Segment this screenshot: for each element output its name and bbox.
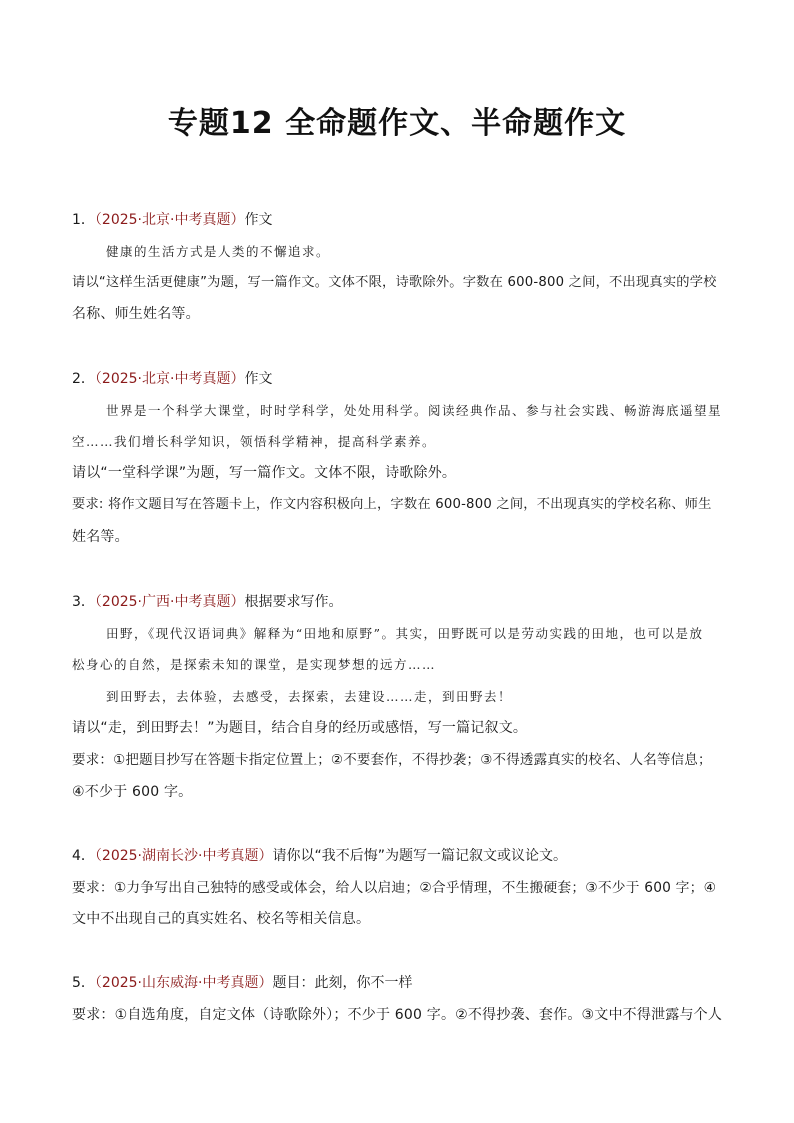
question-1-body-line: 名称、师生姓名等。 (72, 306, 200, 322)
question-number: 3． (72, 594, 95, 610)
question-3-header (72, 593, 342, 611)
question-source: （2025·北京·中考真题） (94, 212, 245, 228)
question-3-body-line: 要求：①把题目抄写在答题卡指定位置上；②不要套作，不得抄袭；③不得透露真实的校名、人名等信息； (72, 752, 712, 768)
question-task: 作文 (244, 212, 273, 228)
question-task: 请你以“我不后悔”为题写一篇记叙文或议论文。 (272, 848, 567, 864)
question-2-body-line: 要求: 将作文题目写在答题卡上，作文内容积极向上，字数在 600-800 之间，不出现真实的学校名称、师生 (72, 497, 712, 512)
question-task: 作文 (244, 371, 273, 387)
question-number: 2． (72, 371, 95, 387)
question-3-material-line: 松身心的自然，是探索未知的课堂，是实现梦想的远方…… (72, 657, 437, 672)
question-5-header (72, 974, 412, 992)
question-task: 题目：此刻，你不一样 (272, 975, 413, 991)
question-source: （2025·广西·中考真题） (94, 594, 245, 610)
question-4-body-line: 文中不出现自己的真实姓名、校名等相关信息。 (72, 911, 371, 927)
question-5-body-line: 要求：①自选角度，自定文体（诗歌除外）；不少于 600 字。②不得抄袭、套作。③文中不得泄露与个人 (72, 1007, 723, 1023)
question-3-material-line: 田野，《现代汉语词典》解释为“田地和原野”。其实，田野既可以是劳动实践的田地，也可以是放 (106, 626, 704, 641)
question-number: 5． (72, 975, 95, 991)
question-2-header (72, 370, 272, 388)
question-4-header (72, 847, 567, 865)
question-3-body-line: ④不少于 600 字。 (72, 784, 193, 800)
question-1-material-line: 健康的生活方式是人类的不懈追求。 (106, 244, 331, 259)
question-number: 4． (72, 848, 95, 864)
question-3-body-line: 请以“走，到田野去！”为题目，结合自身的经历或感悟，写一篇记叙文。 (72, 720, 528, 736)
question-4-body-line: 要求：①力争写出自己独特的感受或体会，给人以启迪；②合乎情理，不生搬硬套；③不少于 600 字；④ (72, 880, 717, 896)
question-2-body-line: 请以“一堂科学课”为题，写一篇作文。文体不限，诗歌除外。 (72, 465, 457, 481)
question-2-body-line: 姓名等。 (72, 529, 129, 545)
question-number: 1． (72, 212, 95, 228)
question-1-header (72, 211, 272, 229)
question-source: （2025·湖南长沙·中考真题） (94, 848, 273, 864)
question-2-material-line: 空……我们增长科学知识，领悟科学精神，提高科学素养。 (72, 434, 437, 449)
question-2-material-line: 世界是一个科学大课堂，时时学科学，处处用科学。阅读经典作品、参与社会实践、畅游海底遥望星 (106, 403, 723, 418)
question-3-material-line: 到田野去，去体验，去感受，去探索，去建设……走，到田野去！ (106, 689, 513, 704)
question-source: （2025·山东威海·中考真题） (94, 975, 273, 991)
question-source: （2025·北京·中考真题） (94, 371, 245, 387)
question-1-body-line: 请以“这样生活更健康”为题，写一篇作文。文体不限，诗歌除外。字数在 600-800 之间，不出现真实的学校 (72, 275, 717, 290)
question-task: 根据要求写作。 (244, 594, 343, 610)
page-title: 专题12 全命题作文、半命题作文 (167, 106, 627, 141)
